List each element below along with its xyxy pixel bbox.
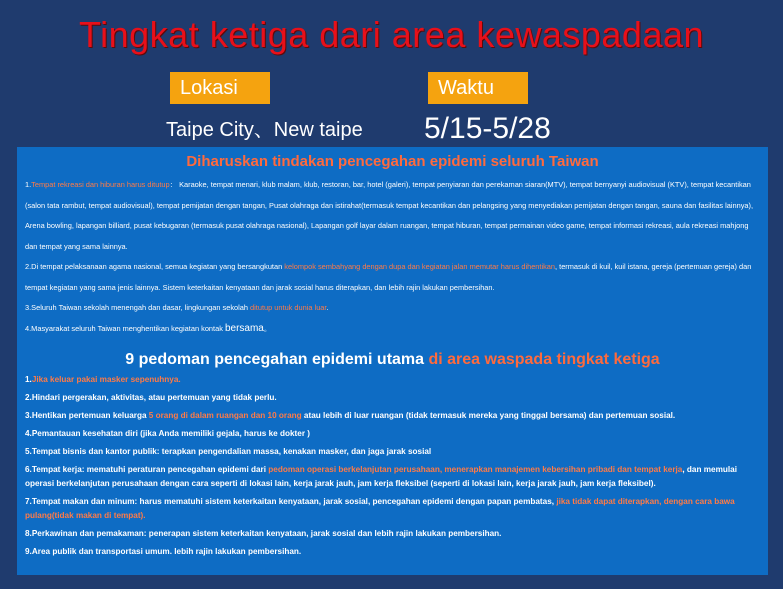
item-text: 。 — [263, 323, 272, 333]
item-number: 3. — [25, 303, 32, 312]
item-number: 4. — [25, 429, 32, 438]
item-number: 3. — [25, 411, 32, 420]
list-item — [25, 545, 760, 559]
item-highlight: Jika keluar pakai masker sepenuhnya. — [31, 375, 181, 384]
item-number: 2. — [25, 262, 32, 271]
item-text: Tempat kerja: mematuhi peraturan pencegahan epidemi dari — [31, 465, 269, 474]
list-item — [25, 319, 760, 340]
item-text: , termasuk di kuil, kuil istana, gereja (pertemuan gereja) dan tempat kegiatan yang sama jenis lainnya. Sistem keterkaitan kenyataan dan jarak sosial harus diterapkan, dan lebih rajin lakukan pembersihan. — [25, 262, 752, 292]
item-number: 1. — [25, 375, 32, 384]
list-item — [25, 445, 760, 459]
item-number: 5. — [25, 447, 32, 456]
heading-text: 9 pedoman pencegahan epidemi utama — [125, 351, 429, 368]
item-text: Perkawinan dan pemakaman: penerapan sistem keterkaitan kenyataan, jarak sosial dan lebih rajin lakukan pembersihan. — [31, 529, 502, 538]
info-panel — [17, 147, 768, 575]
item-highlight: Tempat rekreasi dan hiburan harus ditutup — [31, 180, 170, 189]
item-number: 4. — [25, 323, 32, 333]
list-item — [25, 391, 760, 405]
list-item — [25, 463, 760, 491]
measures-list — [25, 175, 760, 339]
page-title: Tingkat ketiga dari area kewaspadaan — [78, 14, 705, 55]
list-item — [25, 257, 760, 298]
lokasi-value: Taipe City、New taipe — [166, 119, 363, 141]
item-text: Hindari pergerakan, aktivitas, atau pertemuan yang tidak perlu. — [31, 393, 277, 402]
item-text: Seluruh Taiwan sekolah menengah dan dasar, lingkungan sekolah — [31, 303, 251, 312]
item-number: 8. — [25, 529, 32, 538]
item-highlight: jika tidak dapat diterapkan, dengan cara bawa pulang(tidak makan di tempat). — [25, 497, 735, 520]
waktu-value: 5/15-5/28 — [424, 112, 551, 145]
list-item — [25, 495, 760, 523]
list-item — [25, 527, 760, 541]
item-number: 9. — [25, 547, 32, 556]
guidelines-list — [25, 373, 760, 563]
list-item — [25, 373, 760, 387]
lokasi-label: Lokasi — [170, 72, 270, 104]
list-item — [25, 409, 760, 423]
item-text: , dan memulai operasi berkelanjutan perusahaan dengan cara seperti di lokasi lain, kerja jarak jauh, jam kerja fleksibel (seperti di lokasi lain, kerja jarak jauh, jam kerja fleksibel). — [25, 465, 737, 488]
item-text: . — [326, 303, 329, 312]
item-text: Area publik dan transportasi umum. lebih rajin lakukan pembersihan. — [31, 547, 302, 556]
item-text: Hentikan pertemuan keluarga — [31, 411, 149, 420]
item-text: Tempat bisnis dan kantor publik: terapkan pengendalian massa, kenakan masker, dan jaga jarak sosial — [31, 447, 432, 456]
waktu-label: Waktu — [428, 72, 528, 104]
item-number: 2. — [25, 393, 32, 402]
item-highlight: 5 orang di dalam ruangan dan 10 orang — [148, 411, 302, 420]
heading-epidemic-measures: Diharuskan tindakan pencegahan epidemi seluruh Taiwan — [186, 153, 599, 170]
item-highlight: kelompok sembahyang dengan dupa dan kegiatan jalan memutar harus dihentikan — [284, 262, 556, 271]
list-item — [25, 175, 760, 257]
item-text: Di tempat pelaksanaan agama nasional, semua kegiatan yang bersangkutan — [31, 262, 285, 271]
list-item — [25, 427, 760, 441]
list-item — [25, 298, 760, 319]
item-highlight: pedoman operasi berkelanjutan perusahaan, menerapkan manajemen kebersihan pribadi dan tempat kerja — [268, 465, 683, 474]
item-highlight: ditutup untuk dunia luar — [250, 303, 327, 312]
item-text: Masyarakat seluruh Taiwan menghentikan kegiatan kontak — [31, 323, 225, 333]
item-number: 7. — [25, 497, 32, 506]
item-number: 1. — [25, 180, 32, 189]
item-number: 6. — [25, 465, 32, 474]
heading-highlight: di area waspada tingkat ketiga — [428, 351, 660, 368]
item-text: Tempat makan dan minum: harus mematuhi sistem keterkaitan kenyataan, jarak sosial, pencegahan epidemi dengan papan pembatas, — [31, 497, 557, 506]
heading-nine-guidelines — [17, 351, 768, 369]
item-text: ： Karaoke, tempat menari, klub malam, klub, restoran, bar, hotel (galeri), tempat penyiaran dan perekaman siaran(MTV), tempat bernyanyi audiovisual (KTV), tempat kecantikan (salon tata rambut, tempat audiovisual), tempat pemijatan dengan tangan, Pusat olahraga dan istirahat(termasuk tempat kecantikan dan pelangsing yang menyediakan pemijatan dengan tangan, sauna dan fasilitas lainnya), Arena bowling, lapangan billiard, pusat kebugaran (termasuk pusat olahraga nasional), Lapangan golf layar dalam ruangan, tempat hiburan, tempat permainan video game, tempat informasi rekreasi, aula rekreasi mahjong dan tempat yang sama lainnya. — [25, 180, 754, 251]
item-text: atau lebih di luar ruangan (tidak termasuk mereka yang tinggal bersama) dan pertemuan sosial. — [301, 411, 676, 420]
item-text: Pemantauan kesehatan diri (jika Anda memiliki gejala, harus ke dokter ) — [31, 429, 311, 438]
item-text: bersama — [224, 322, 264, 334]
